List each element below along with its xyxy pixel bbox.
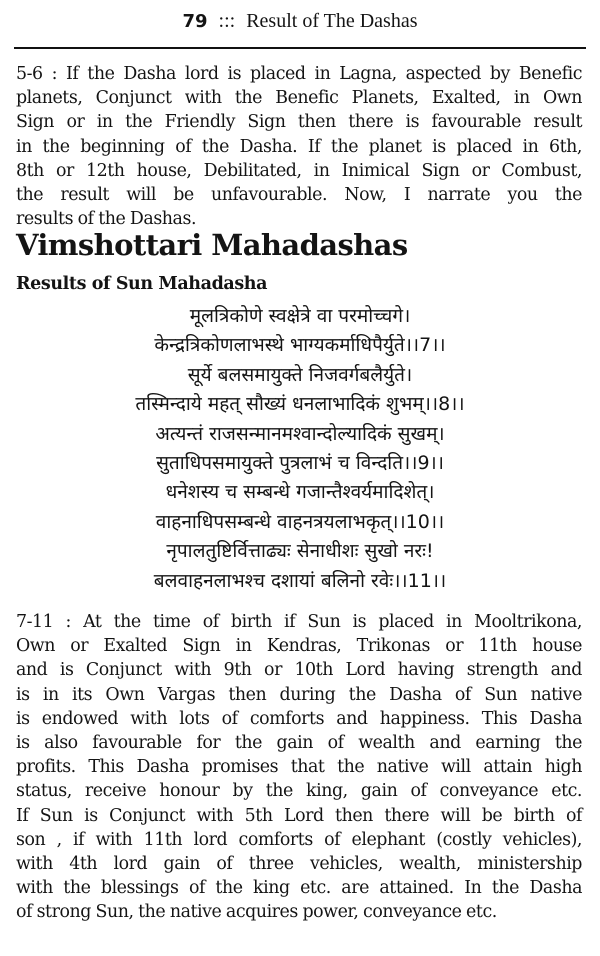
page-number: 79 [182, 11, 208, 32]
text-line: and is Conjunct with 9th or 10th Lord having strength and [16, 660, 582, 681]
verse-line: सुताधिपसमायुक्ते पुत्रलाभं च विन्दति।।9।। [156, 452, 444, 475]
text-line: planets, Conjunct with the Benefic Planets, Exalted, in Own [16, 88, 582, 109]
text-line: the result will be unfavourable. Now, I narrate you the [16, 185, 582, 206]
text-line: of strong Sun, the native acquires power, conveyance etc. [16, 902, 497, 923]
verse-line: धनेशस्य च सम्बन्धे गजान्तैश्वर्यमादिशेत्। [165, 481, 435, 504]
text-line: 8th or 12th house, Debilitated, in Inimical Sign or Combust, [16, 160, 582, 181]
sanskrit-verses [60, 302, 540, 596]
paragraph-verses-5-6 [16, 62, 582, 231]
text-line: 5-6 : If the Dasha lord is placed in Lagna, aspected by Benefic [16, 64, 582, 84]
text-line: status, receive honour by the king, gain of conveyance etc. [16, 781, 582, 802]
verse-line: अत्यन्तं राजसन्मानमश्वान्दोल्यादिकं सुखम्। [155, 422, 445, 445]
running-title: Result of The Dashas [246, 10, 418, 32]
header-rule [14, 47, 586, 49]
text-line: Own or Exalted Sign in Kendras, Trikonas or 11th house [16, 636, 582, 657]
text-line: is in its Own Vargas then during the Dasha of Sun native [16, 684, 582, 705]
text-line: profits. This Dasha promises that the native will attain high [16, 757, 582, 778]
text-line: in the beginning of the Dasha. If the planet is placed in 6th, [16, 136, 582, 157]
verse-line: तस्मिन्दाये महत् सौख्यं धनलाभादिकं शुभम्।।8।। [135, 393, 465, 416]
verse-line: नृपालतुष्टिर्वित्ताढ्यः सेनाधीशः सुखो नरः! [166, 540, 434, 563]
text-line: is endowed with lots of comforts and happiness. This Dasha [16, 708, 582, 729]
paragraph-verses-7-11 [16, 610, 582, 925]
verse-line: बलवाहनलाभश्च दशायां बलिनो रवेः।।11।। [153, 569, 447, 592]
text-line: is also favourable for the gain of wealth and earning the [16, 733, 582, 754]
text-line: with 4th lord gain of three vehicles, wealth, ministership [16, 854, 582, 875]
verse-line: मूलत्रिकोणे स्वक्षेत्रे वा परमोच्चगे। [189, 305, 411, 327]
verse-line: सूर्ये बलसमायुक्ते निजवर्गबलैर्युते। [187, 363, 413, 386]
subsection-heading: Results of Sun Mahadasha [16, 274, 268, 294]
page-header [14, 8, 586, 48]
section-heading: Vimshottari Mahadashas [16, 228, 408, 262]
text-line: Sign or in the Friendly Sign then there is favourable result [16, 112, 582, 133]
text-line: with the blessings of the king etc. are attained. In the Dasha [16, 878, 582, 899]
text-line: results of the Dashas. [16, 209, 197, 230]
verse-line: केन्द्रत्रिकोणलाभस्थे भाग्यकर्माधिपैर्युते।।7।। [154, 334, 446, 357]
text-line: son , if with 11th lord comforts of elephant (costly vehicles), [16, 829, 582, 850]
verse-line: वाहनाधिपसम्बन्धे वाहनत्रयलाभकृत्।।10।। [155, 510, 445, 533]
text-line: If Sun is Conjunct with 5th Lord then there will be birth of [16, 805, 582, 826]
text-line: 7-11 : At the time of birth if Sun is placed in Mooltrikona, [16, 612, 582, 632]
header-separator: ::: [218, 10, 236, 32]
